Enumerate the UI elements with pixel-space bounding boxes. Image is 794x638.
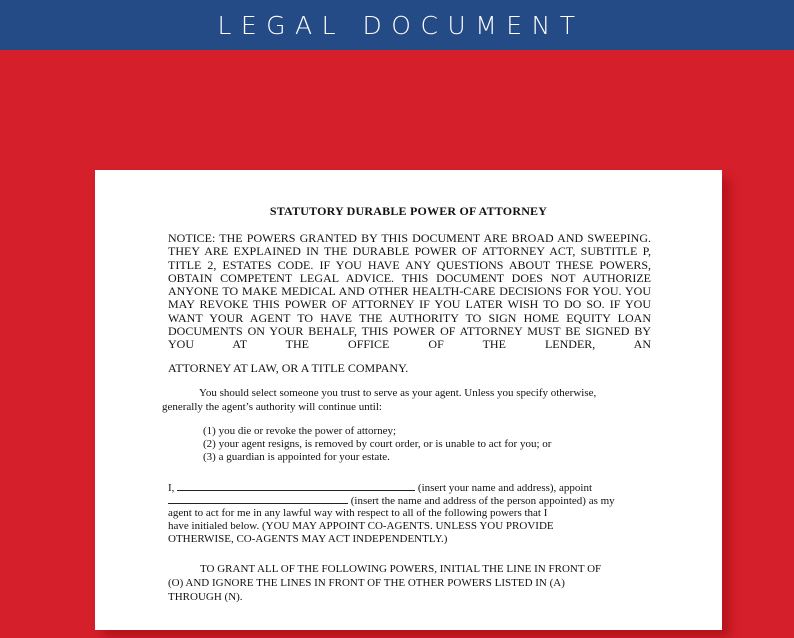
form-line-5: OTHERWISE, CO-AGENTS MAY ACT INDEPENDENTLY.) [168,533,448,545]
document-title: STATUTORY DURABLE POWER OF ATTORNEY [269,204,548,218]
form-line-4: have initialed below. (YOU MAY APPOINT CO-AGENTS. UNLESS YOU PROVIDE [168,520,554,532]
agent-paragraph-line-1: You should select someone you trust to serve as your agent. Unless you specify otherwise, [199,387,597,399]
agent-paragraph-line-2: generally the agent’s authority will continue until: [162,401,382,413]
notice-last-line: ATTORNEY AT LAW, OR A TITLE COMPANY. [168,361,409,375]
agent-name-blank[interactable] [168,493,348,504]
name-address-blank[interactable] [177,480,415,491]
condition-item: (2) your agent resigns, is removed by court order, or is unable to act for you; or [203,438,552,450]
form-i: I, [168,482,175,494]
form-line-3: agent to act for me in any lawful way with respect to all of the following powers that I [168,507,548,519]
insert-name-label: (insert your name and address), appoint [417,482,593,494]
banner-title: LEGAL DOCUMENT [217,10,585,40]
condition-item: (3) a guardian is appointed for your estate. [203,451,390,463]
document-page [95,170,722,630]
insert-agent-label: (insert the name and address of the person appointed) as my [350,495,615,507]
form-line-2 [168,493,615,508]
condition-item: (1) you die or revoke the power of attorney; [203,425,397,437]
grant-instruction-line-1: TO GRANT ALL OF THE FOLLOWING POWERS, INITIAL THE LINE IN FRONT OF [200,563,602,575]
notice-paragraph: NOTICE: THE POWERS GRANTED BY THIS DOCUMENT ARE BROAD AND SWEEPING. THEY ARE EXPLAINED IN THE DURABLE POWER OF ATTORNEY ACT, SUBTITLE P, TITLE 2, ESTATES CODE. IF YOU HAVE ANY QUESTIONS ABOUT THESE POWERS, OBTAIN COMPETENT LEGAL ADVICE. THIS DOCUMENT DOES NOT AUTHORIZE ANYONE TO MAKE MEDICAL AND OTHER HEALTH-CARE DECISIONS FOR YOU. YOU MAY REVOKE THIS POWER OF ATTORNEY IF YOU LATER WISH TO DO SO. IF YOU WANT YOUR AGENT TO HAVE THE AUTHORITY TO SIGN HOME EQUITY LOAN DOCUMENTS ON YOUR BEHALF, THIS POWER OF ATTORNEY MUST BE SIGNED BY YOU AT THE OFFICE OF THE LENDER, AN [168,231,651,352]
grant-instruction-line-2: (O) AND IGNORE THE LINES IN FRONT OF THE OTHER POWERS LISTED IN (A) [168,577,565,589]
grant-instruction-line-3: THROUGH (N). [168,591,243,603]
header-banner [0,0,794,50]
